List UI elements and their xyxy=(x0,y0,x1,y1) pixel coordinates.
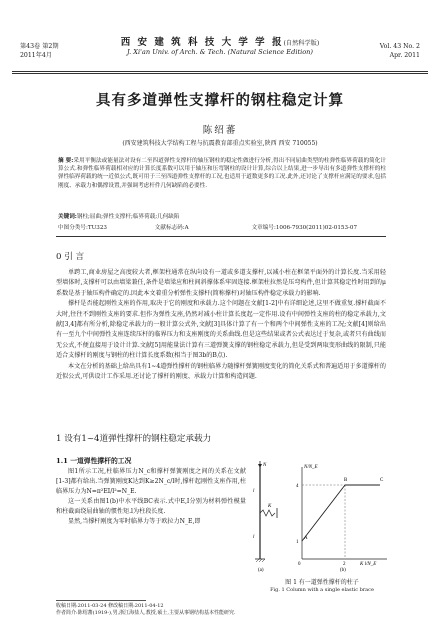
section1-body xyxy=(56,467,246,528)
figure-1a-column xyxy=(253,461,277,573)
point-A: A xyxy=(304,536,308,541)
tick-x0: 0 xyxy=(298,562,301,567)
header-center xyxy=(12,38,428,57)
point-B: B xyxy=(344,478,348,483)
figure-caption-en: Fig. 1 Column with a single elastic brace xyxy=(270,587,374,593)
keywords xyxy=(58,213,386,221)
clc-number: 中图分类号:TU323 xyxy=(58,225,107,231)
tick-x2: 2 xyxy=(343,562,346,567)
author-affiliation: (西安建筑科技大学结构工程与抗震教育部重点实验室,陕西 西安 710055) xyxy=(122,140,318,147)
spring-brace xyxy=(260,510,275,516)
label-l-upper: l xyxy=(253,489,255,494)
x-axis-label: K l/N_E xyxy=(360,562,377,567)
section-heading-1: 1 设有1~4道弹性撑杆的钢柱稳定承载力 xyxy=(56,434,212,444)
intro-paragraph-3: 本文在分析的基础上给出具有1~4道弹性撑杆的钢柱临界力随撑杆弹簧刚度变化的简化关系式和普遍适用于多道撑杆的近似公式,可供设计工作采用.还讨论了撑杆的刚度、承载力计算和构造问题. xyxy=(56,362,386,381)
label-K: K xyxy=(268,504,272,509)
header-rule xyxy=(12,71,428,72)
abstract-label: 摘 要: xyxy=(58,158,74,164)
date-cn: 2011年4月 xyxy=(20,52,53,59)
curve-AB xyxy=(302,485,345,541)
section-heading-intro: 0 引 言 xyxy=(56,252,85,262)
header-right xyxy=(380,42,420,60)
author-bio: 作者简介:陈绍蕃(1919-),男,浙江海盐人,教授,硕士,主要从事钢结构基本性能研究. xyxy=(56,610,236,616)
journal-name-cn: 西 安 建 筑 科 技 大 学 学 报 xyxy=(120,37,284,48)
tick-y4: 4 xyxy=(296,484,299,489)
intro-paragraph-2: 撑杆是否能起刚性支座的作用,取决于它的刚度和承载力.这个问题在文献[1-2]中有详细论述,这里不做重复.撑杆截面不大时,往往不到刚性支座的要求.但作为弹性支座,仍然对减小柱计算长度起一定作用.设有中间弹性支座的柱的稳定承载力,文献[3,4]都有所分析,除稳定承载力的一般计算公式外,文献[3]具体计算了有一个和两个中间弹性支座的工况;文献[4]则给出有一至九个中间弹性支座连续压杆的临界压力和支座刚度的关系曲线.但是这些结果或者公式表达过于复杂,或者只有曲线而无公式,不便直接用于设计计算.文献[5]用能量法计算有三道弹簧支撑的钢柱稳定承载力,但是受到两取变形曲线的限制,只能适合支撑杆的刚度与钢柱的柱计算长度系数(相当于图3b的B点). xyxy=(56,300,386,360)
article-id: 文章编号:1006-7930(2011)02-0153-07 xyxy=(251,225,358,231)
label-N: N xyxy=(263,463,267,468)
article-title: 具有多道弹性支撑杆的钢柱稳定计算 xyxy=(96,92,344,109)
volume-issue-en: Vol. 43 No. 2 xyxy=(379,43,420,50)
article-author: 陈绍蕃 xyxy=(202,125,238,136)
figure-1 xyxy=(252,459,392,574)
abstract xyxy=(58,157,386,190)
keywords-text: 钢柱;屈曲;弹性支撑杆;临界荷载;几何缺陷 xyxy=(76,214,180,220)
intro-paragraph-1: 单跨工,商业房屋之高度较大者,框架柱通常在纵向设有一道或多道支撑杆,以减小柱在框架平面外的计算长度.当采用轻型墙体时,支撑杆可以由墙梁兼任,条件是墙梁应和柱间斜撑体系牢固连接.框架柱拉然是压弯构件,但计算其稳定性时用到的μ系数是基于轴压构件确定的.因此本文着重分析弹性支撑杆(简称撑杆)对轴压构件稳定承载力的影响. xyxy=(56,269,386,297)
load-arrowhead xyxy=(258,464,262,468)
label-a: (a) xyxy=(258,568,264,573)
y-axis-label: N/N_E xyxy=(304,465,318,470)
abstract-text: 采用平衡法或能量法对设有二至四道弹性支撑杆的轴压钢柱的稳定性做进行分析,得出不同屈曲类型的柱弹性临界荷载的简化计算公式.和弹性临界荷载相对应的计算长度系数可以用于轴压和压弯钢柱的设计计算,综合以上结果,进一步导出有多道弹性支撑杆的柱弹性临界荷载的统一近似公式,既可用于三至四道弹性支撑杆的工况,也适用于道数更多的工况.此外,还讨论了支撑杆应满足的要求,包括刚度、承载力和偶撑设置,并强调考虑杆件几何缺陷的必要性. xyxy=(58,158,386,189)
abstract-rule xyxy=(56,236,386,237)
running-header xyxy=(12,36,428,72)
footnote-rule xyxy=(56,600,146,601)
volume-issue-cn: 第43卷 第2期 xyxy=(20,43,59,50)
journal-edition-cn: (自然科学版) xyxy=(283,40,320,47)
label-l-lower: l xyxy=(253,535,255,540)
section1-paragraph-1: 图1所示工况,柱临界压力N_c和撑杆弹簧刚度之间的关系在文献[1-3]都有给出.当弹簧刚度K达到K≥2N_c/l时,撑杆起刚性支座作用,柱临界压力为N=π²EI/l²=N_E. xyxy=(56,468,246,496)
classification-line xyxy=(58,224,386,232)
intro-body xyxy=(56,268,386,382)
tick-y1: 1 xyxy=(296,540,299,545)
figure-caption-cn: 图 1 有一道弹性撑杆的柱子 xyxy=(285,579,359,586)
document-code: 文献标志码:A xyxy=(154,225,189,231)
date-en: Apr. 2011 xyxy=(389,52,420,59)
subsection-heading-1-1: 1.1 一道弹性撑杆的工况 xyxy=(56,457,132,465)
footnote xyxy=(56,600,246,617)
section1-paragraph-3: 显然,当撑杆刚度为零时临界力等于欧拉力N_E,即 xyxy=(68,518,201,526)
figure-1b-graph xyxy=(296,465,387,573)
point-C: C xyxy=(380,478,384,483)
section1-paragraph-2: 这一关系由图1(b)中水平线BC表示.式中E,I分别为材料弹性模量和柱截面绕屈曲轴的惯性矩.l为柱段长度. xyxy=(56,498,246,516)
header-rule-thin xyxy=(12,73,428,74)
received-date: 收稿日期:2011-03-24 修改稿日期:2011-04-12 xyxy=(56,603,164,609)
keywords-label: 关键词: xyxy=(58,214,77,220)
label-b: (b) xyxy=(340,568,346,573)
journal-name-en: J. Xi'an Univ. of Arch. & Tech. (Natural Science Edition) xyxy=(126,48,313,56)
